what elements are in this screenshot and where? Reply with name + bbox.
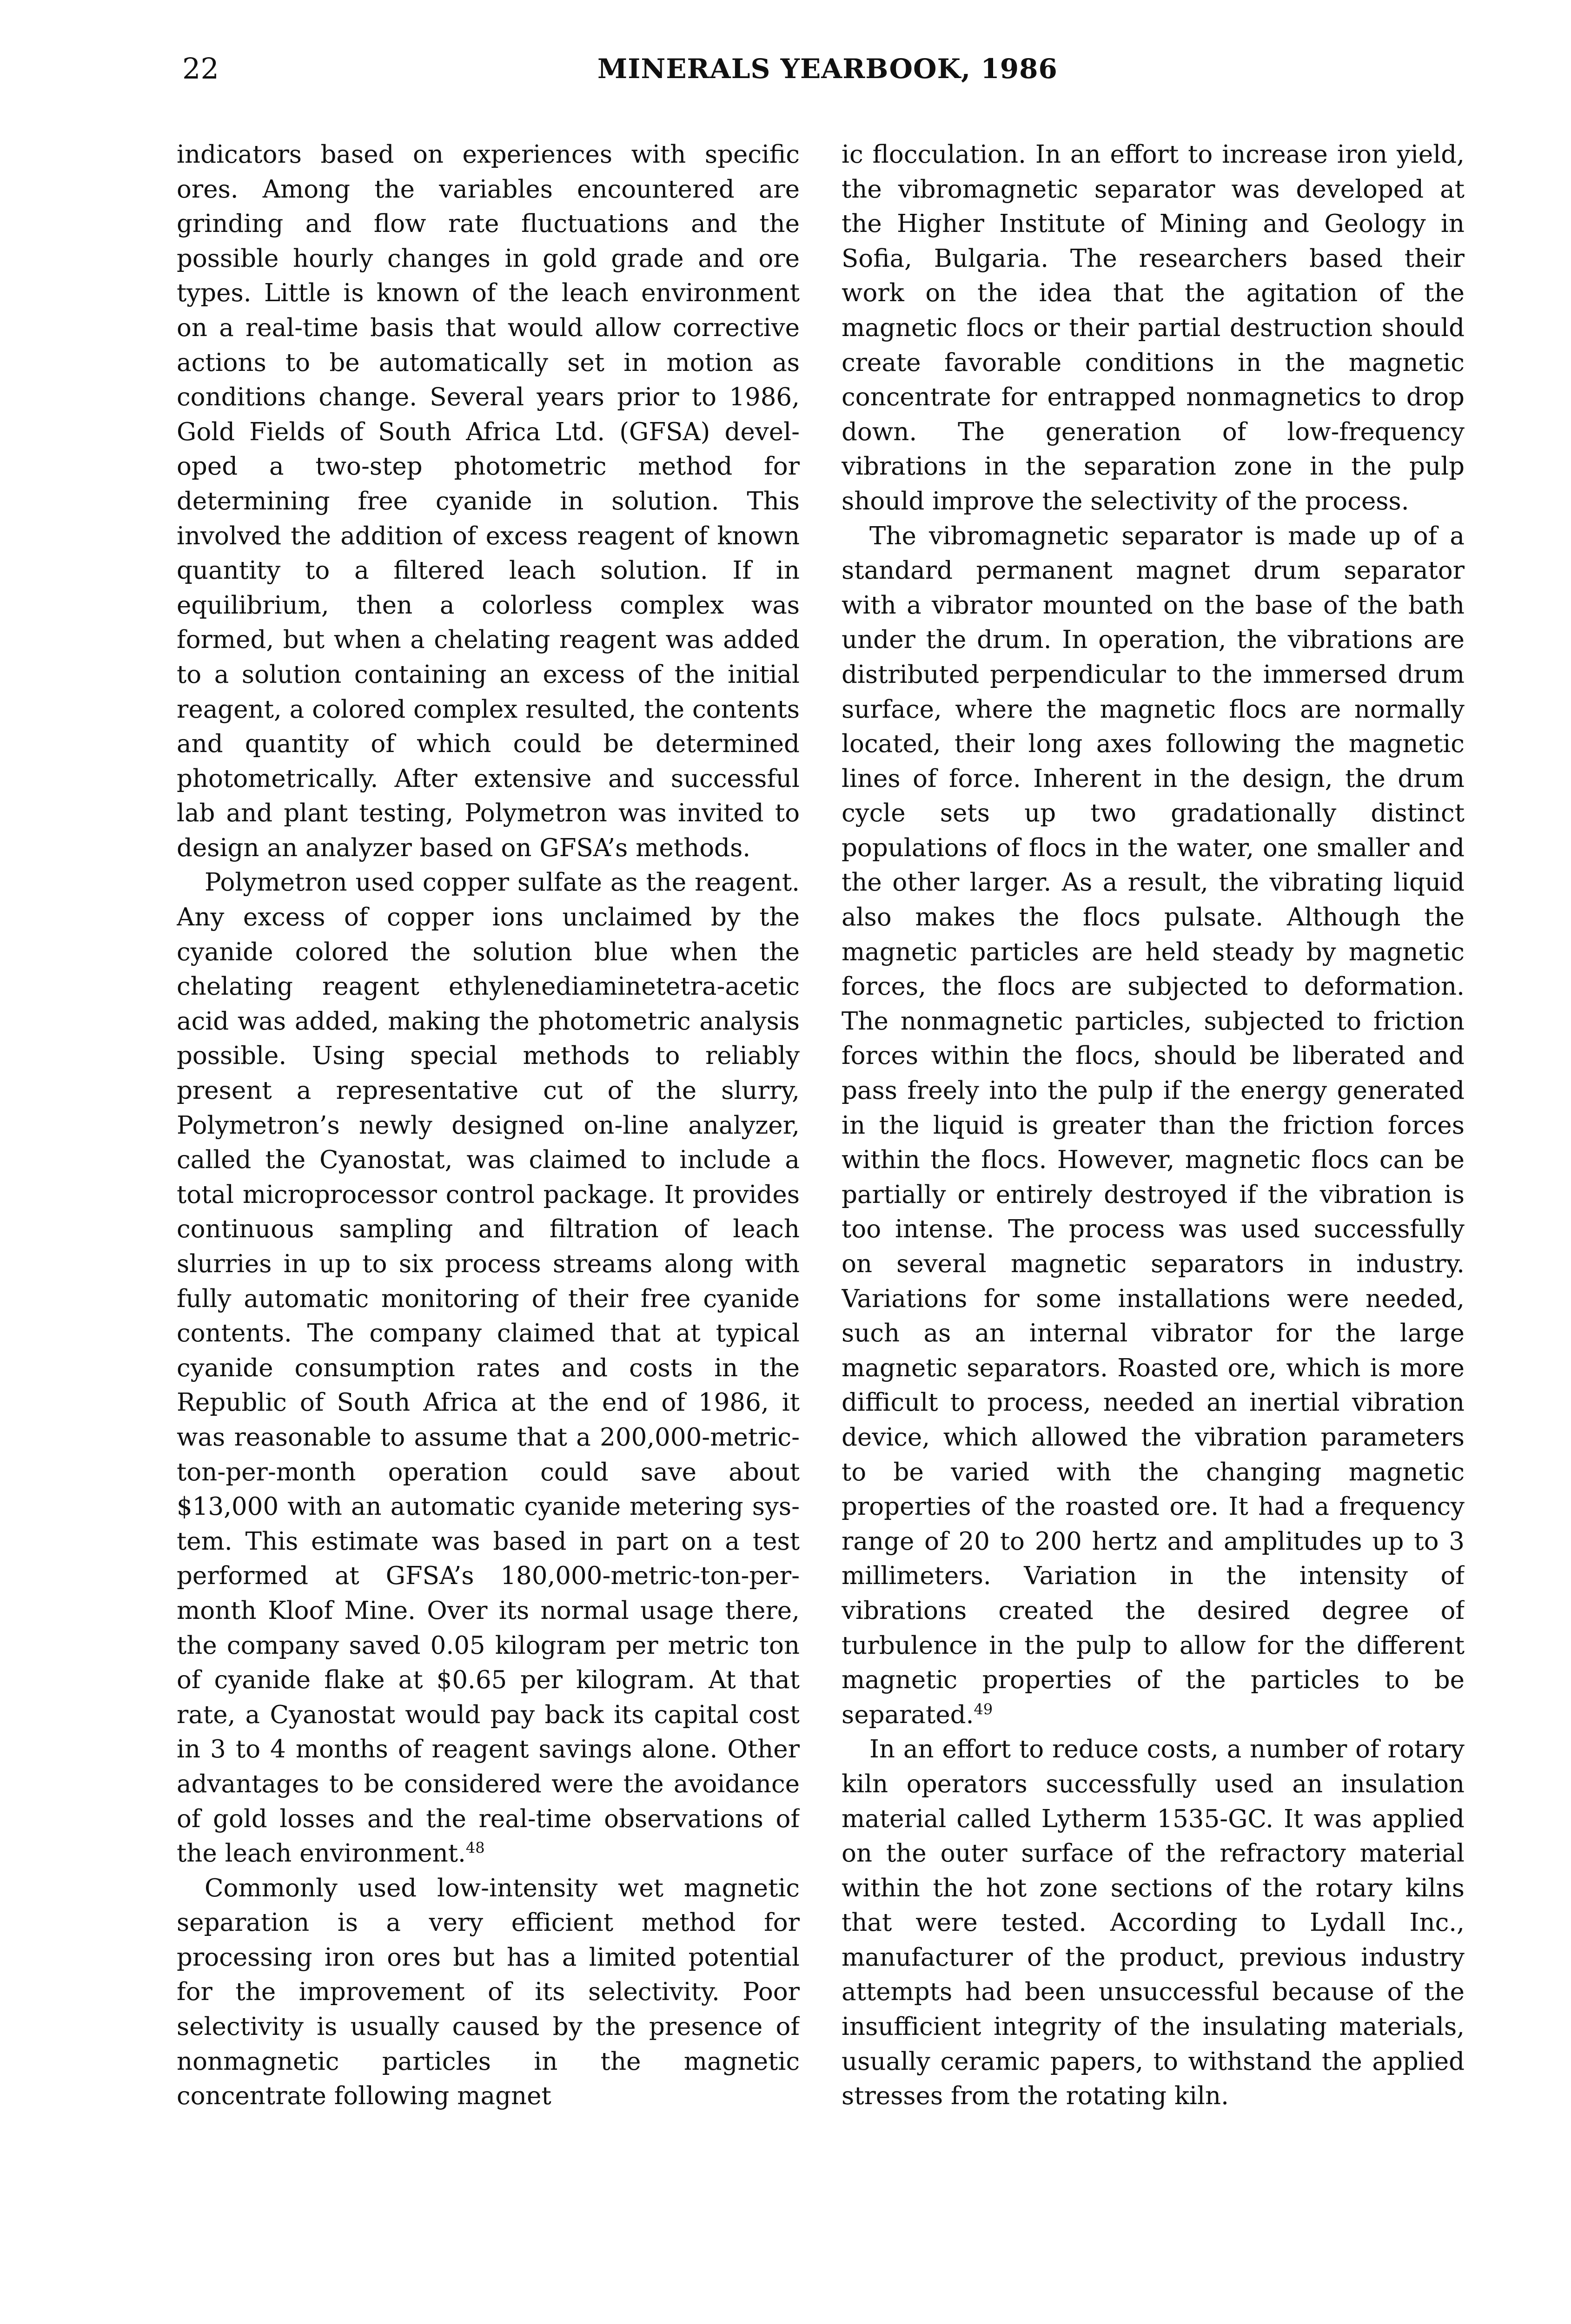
footnote-ref-49: 49 bbox=[974, 1700, 993, 1718]
right-paragraph-1-text: ic flocculation. In an effort to increase iron yield, the vibromagnetic separator was developed at the Higher Institute of Mining and Geology in Sofia, Bulgaria. The researchers based their work on the idea that the agitation of the magnetic flocs or their partial destruction should create favorable conditions in the magnetic concentrate for entrapped nonmagnetics to drop down. The generation of low-frequency vibrations in the separation zone in the pulp should improve the selectivity of the process. bbox=[842, 140, 1465, 515]
left-paragraph-2 bbox=[177, 865, 800, 1871]
footnote-ref-48: 48 bbox=[465, 1839, 485, 1857]
right-paragraph-2 bbox=[842, 519, 1465, 1733]
running-header: MINERALS YEARBOOK, 1986 bbox=[597, 53, 1058, 85]
right-column bbox=[842, 138, 1465, 2324]
right-paragraph-3-text: In an effort to reduce costs, a number of rotary kiln operators successfully used an insulation material called Lytherm 1535-GC. It was applied on the outer surface of the refractory material within the hot zone sections of the rotary kilns that were tested. According to Lydall Inc., manufacturer of the product, previous industry attempts had been unsuccessful because of the insufficient integrity of the insulating materials, usually ceramic papers, to withstand the applied stresses from the rotating kiln. bbox=[842, 1735, 1465, 2111]
left-paragraph-1 bbox=[177, 138, 800, 865]
left-paragraph-1-text: indicators based on experiences with specific ores. Among the variables encountered are grinding and flow rate fluctuations and the possible hourly changes in gold grade and ore types. Little is known of the leach environment on a real-time basis that would allow corrective actions to be automatically set in motion as conditions change. Several years prior to 1986, Gold Fields of South Africa Ltd. (GFSA) developed a two-step photometric method for determining free cyanide in solution. This involved the addition of excess reagent of known quantity to a filtered leach solution. If in equilibrium, then a colorless complex was formed, but when a chelating reagent was added to a solution containing an excess of the initial reagent, a colored complex resulted, the contents and quantity of which could be determined photometrically. After extensive and successful lab and plant testing, Polymetron was invited to design an analyzer based on GFSA’s methods. bbox=[177, 140, 800, 862]
right-paragraph-1 bbox=[842, 138, 1465, 519]
right-paragraph-3 bbox=[842, 1732, 1465, 2114]
right-paragraph-2-text: The vibromagnetic separator is made up of a standard permanent magnet drum separator with a vibrator mounted on the base of the bath under the drum. In operation, the vibrations are distributed perpendicular to the immersed drum surface, where the magnetic flocs are normally located, their long axes following the magnetic lines of force. Inherent in the design, the drum cycle sets up two gradationally distinct populations of flocs in the water, one smaller and the other larger. As a result, the vibrating liquid also makes the flocs pulsate. Although the magnetic particles are held steady by magnetic forces, the flocs are subjected to deformation. The nonmagnetic particles, subjected to friction forces within the flocs, should be liberated and pass freely into the pulp if the energy generated in the liquid is greater than the friction forces within the flocs. However, magnetic flocs can be partially or entirely destroyed if the vibration is too intense. The process was used successfully on several magnetic separators in industry. Variations for some installations were needed, such as an internal vibrator for the large magnetic separators. Roasted ore, which is more difficult to process, needed an inertial vibration device, which allowed the vibration parameters to be varied with the changing magnetic properties of the roasted ore. It had a frequency range of 20 to 200 hertz and amplitudes up to 3 millimeters. Variation in the intensity of vibrations created the desired degree of turbulence in the pulp to allow for the different magnetic properties of the particles to be separated. bbox=[842, 522, 1465, 1729]
left-paragraph-3 bbox=[177, 1871, 800, 2114]
left-paragraph-2-text: Polymetron used copper sulfate as the reagent. Any excess of copper ions unclaimed by the cyanide colored the solution blue when the chelating reagent ethylenediaminetetra-acetic acid was added, making the photometric analysis possible. Using special methods to reliably present a representative cut of the slurry, Polymetron’s newly designed on-line analyzer, called the Cyanostat, was claimed to include a total microprocessor control package. It provides continuous sampling and filtration of leach slurries in up to six process streams along with fully automatic monitoring of their free cyanide contents. The company claimed that at typical cyanide consumption rates and costs in the Republic of South Africa at the end of 1986, it was reasonable to assume that a 200,000-metric-ton-per-month operation could save about $13,000 with an automatic cyanide metering system. This estimate was based in part on a test performed at GFSA’s 180,000-metric-ton-per-month Kloof Mine. Over its normal usage there, the company saved 0.05 kilogram per metric ton of cyanide flake at $0.65 per kilogram. At that rate, a Cyanostat would pay back its capital cost in 3 to 4 months of reagent savings alone. Other advantages to be considered were the avoidance of gold losses and the real-time observations of the leach environment. bbox=[177, 868, 800, 1868]
left-column bbox=[177, 138, 800, 2324]
left-paragraph-3-text: Commonly used low-intensity wet magnetic separation is a very efficient method for processing iron ores but has a limited potential for the improvement of its selectivity. Poor selectivity is usually caused by the presence of nonmagnetic particles in the magnetic concentrate following magnet bbox=[177, 1874, 800, 2111]
page-number: 22 bbox=[182, 52, 219, 86]
